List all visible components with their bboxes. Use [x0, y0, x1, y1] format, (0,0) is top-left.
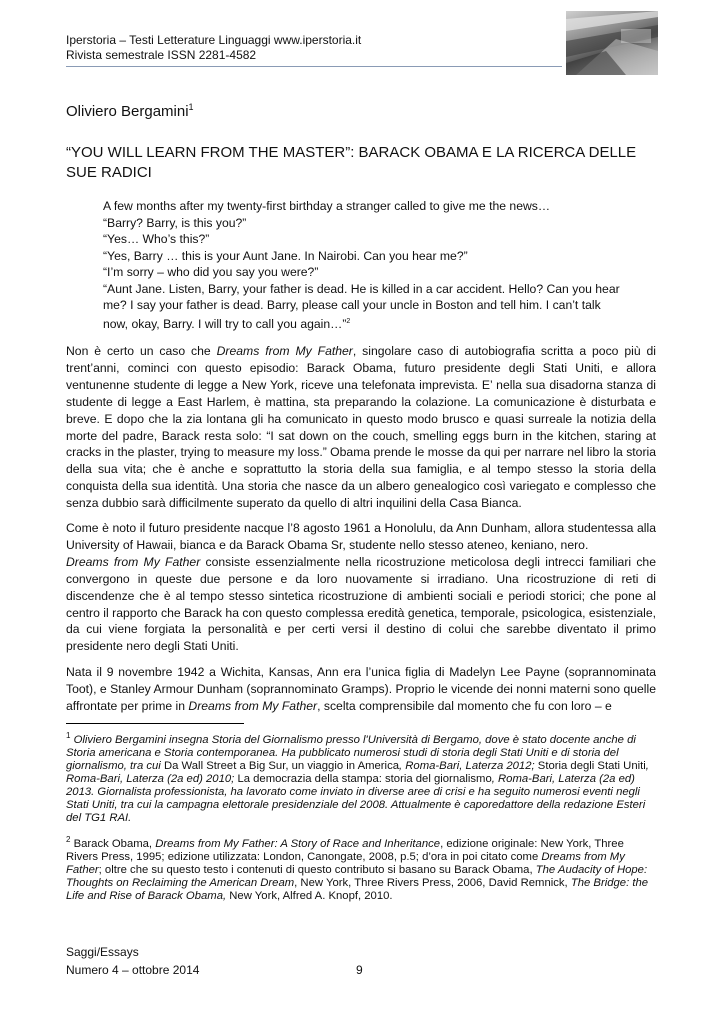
epigraph-line: “Aunt Jane. Listen, Barry, your father is dead. He is killed in a car accident. Hello? Can you hear me? I say your father is dead. Barry, please call your uncle in Boston and tell him. I can’t talk now, okay, Barry. I will try to call you again…”$^2$ — [103, 281, 620, 331]
journal-issn: Rivista semestrale ISSN 2281-4582 — [66, 48, 257, 62]
page-number: 9 — [356, 963, 363, 977]
footnote-ref-2[interactable]: 2 — [346, 317, 351, 325]
epigraph-line: “Barry? Barry, is this you?” — [103, 215, 247, 230]
issue-label: Numero 4 – ottobre 2014 — [66, 963, 200, 977]
footnote-separator — [66, 723, 244, 724]
journal-title: Iperstoria – Testi Letterature Linguaggi www.iperstoria.it — [66, 33, 362, 47]
epigraph-line: “Yes, Barry … this is your Aunt Jane. In Nairobi. Can you hear me?” — [103, 248, 468, 263]
header-rule — [66, 66, 562, 67]
body-paragraph: Non è certo un caso che Dreams from My Father, singolare caso di autobiografia scritta a poco più di trent’anni, cominci con questo episodio: Barack Obama, futuro presidente degli Stati Uniti, e allora ventunenne studente di legge a New York, riceve una telefonata imprevista. E’ nella sua disadorna stanza di studente di legge a East Harlem, è mattina, sta preparando la colazione. La comunicazione è disturbata e breve. E dopo che la zia lontana gli ha comunicato in questo modo brusco e quasi surreale la notizia della morte del padre, Barack resta solo: “I sat down on the couch, smelling eggs burn in the kitchen, staring at cracks in the plaster, trying to measure my loss.” Obama prende le mosse da qui per narrare nel libro la storia della sua vita; che è anche e soprattutto la storia della sua famiglia, e al tempo stesso la storia della conquista della sua identità. Una storia che nasce da un albero genealogico così variegato e complesso che senza dubbio sarà difficilmente superato da quello di altri inquilini della Casa Bianca. — [66, 344, 657, 511]
running-header — [66, 33, 361, 63]
epigraph-line: “I’m sorry – who did you say you were?” — [103, 265, 319, 279]
footnote-ref-1[interactable]: 1 — [188, 102, 194, 112]
author-name: Oliviero Bergamini$^1$ — [66, 102, 194, 120]
epigraph-line: A few months after my twenty-first birthday a stranger called to give me the news… — [103, 199, 551, 213]
header-photo — [566, 11, 658, 75]
epigraph-line: “Yes… Who’s this?” — [103, 232, 210, 246]
article-title: “YOU WILL LEARN FROM THE MASTER”: BARACK OBAMA E LA RICERCA DELLE SUE RADICI — [66, 144, 637, 181]
section-label: Saggi/Essays — [66, 945, 139, 959]
footnote-1: $^1$ Oliviero Bergamini insegna Storia del Giornalismo presso l'Università di Bergamo, dove è stato docente anche di Storia americana e Storia contemporanea. Ha pubblicato numerosi studi di storia degli Stati Uniti e di storia del giornalismo, tra cui Da Wall Street a Big Sur, un viaggio in America, Roma-Bari, Laterza 2012; Storia degli Stati Uniti, Roma-Bari, Laterza (2a ed) 2010; La democrazia della stampa: storia del giornalismo, Roma-Bari, Laterza (2a ed) 2013. Giornalista professionista, ha lavorato come inviato in diverse aree di crisi e ha seguito numerosi eventi negli Stati Uniti, tra cui la campagna elettorale presidenziale del 2008. Attualmente è caporedattore della redazione Esteri del TG1 RAI. — [66, 731, 649, 825]
body-paragraph: Come è noto il futuro presidente nacque l’8 agosto 1961 a Honolulu, da Ann Dunham, allora studentessa alla University of Hawaii, bianca e da Barack Obama Sr, studente nello stesso ateneo, keniano, nero. Dreams from My Father consiste essenzialmente nella ricostruzione meticolosa degli intrecci familiari che convergono in queste due persone e da loro nuovamente si irradiano. Una ricostruzione di reti di discendenze che è al tempo stesso sintetica ricostruzione di ambienti sociali e periodi storici; che pone al centro il rapporto che Barack ha con questo complessa eredità genetica, temporale, psicologica, esistenziale, da cui viene forgiata la personalità e per certi versi il destino di colui che sarebbe diventato il primo presidente nero degli Stati Uniti. — [66, 521, 656, 654]
footnote-2: $^2$ Barack Obama, Dreams from My Father: A Story of Race and Inheritance, edizione originale: New York, Three Rivers Press, 1995; edizione utilizzata: London, Canongate, 2008, p.5; d’ora in poi citato come Dreams from My Father; oltre che su questo testo i contenuti di questo contributo si basano su Barack Obama, The Audacity of Hope: Thoughts on Reclaiming the American Dream, New York, Three Rivers Press, 2006, David Remnick, The Bridge: the Life and Rise of Barack Obama, New York, Alfred A. Knopf, 2010. — [66, 835, 649, 903]
epigraph — [103, 198, 623, 332]
body-paragraph: Nata il 9 novembre 1942 a Wichita, Kansas, Ann era l’unica figlia di Madelyn Lee Payne (soprannominata Toot), e Stanley Armour Dunham (soprannominato Gramps). Proprio le vicende dei nonni materni sono quelle affrontate per prime in Dreams from My Father, scelta comprensibile dal momento che fu con loro – e — [66, 665, 656, 713]
running-footer — [66, 943, 199, 979]
